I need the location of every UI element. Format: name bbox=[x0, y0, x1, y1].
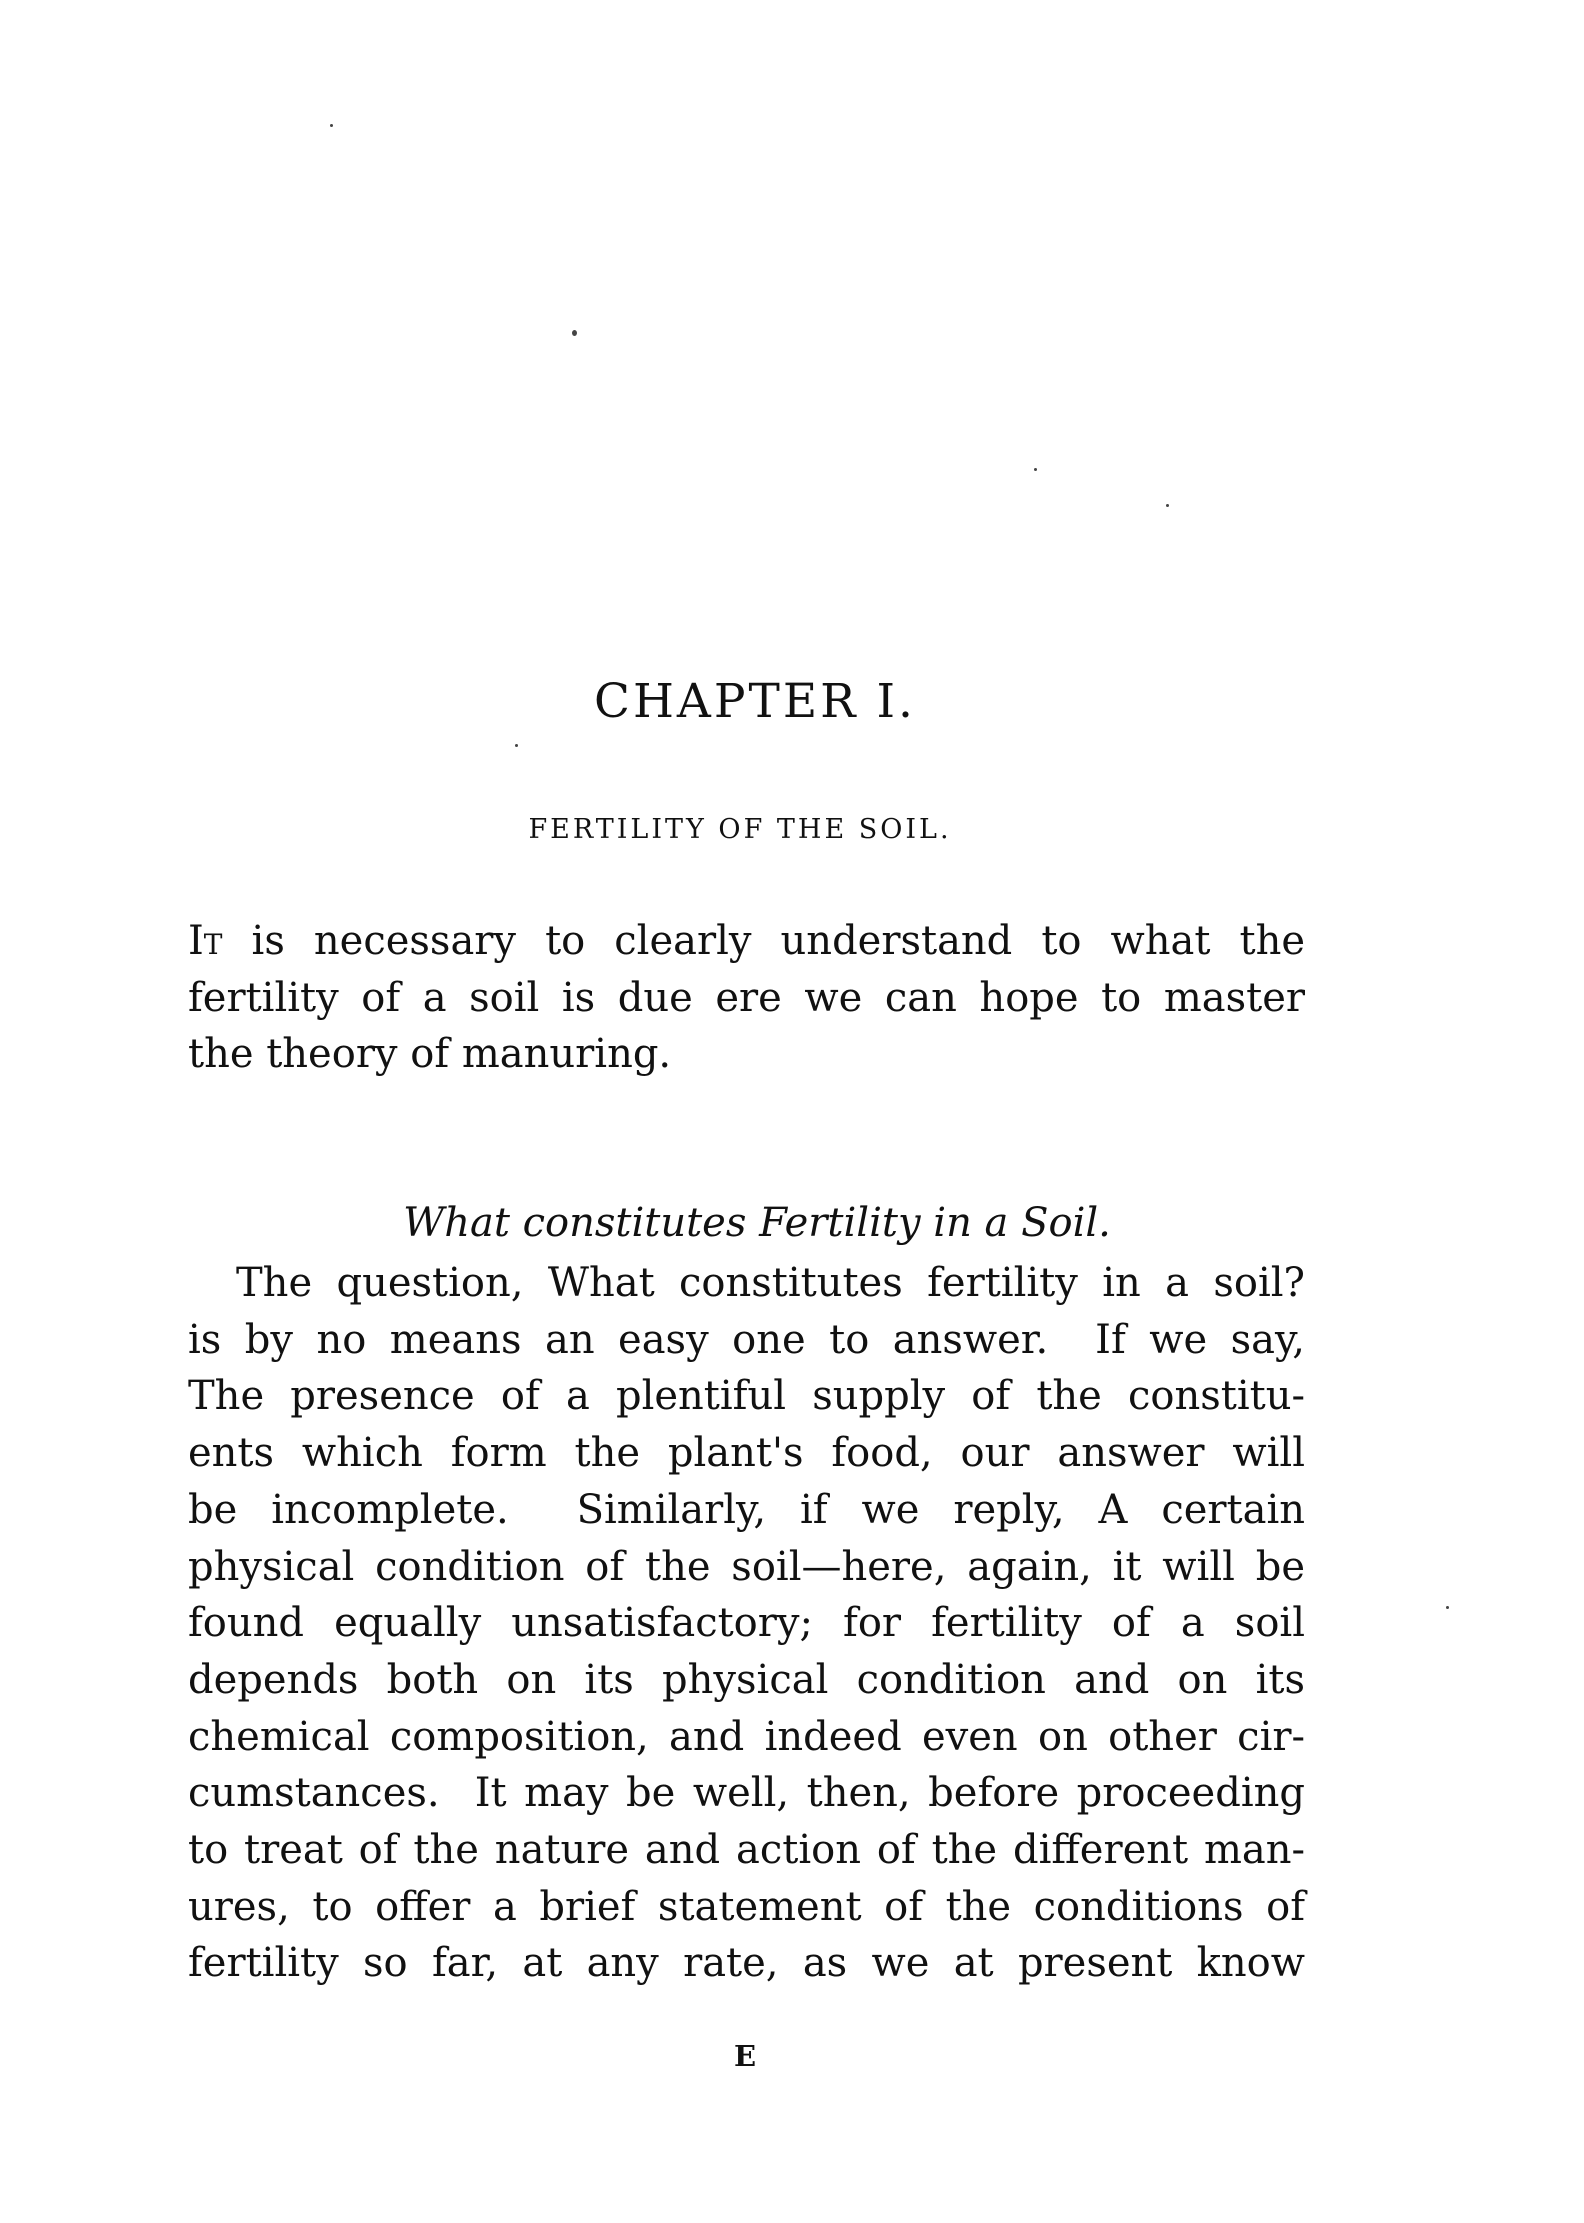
intro-paragraph bbox=[188, 913, 1305, 1083]
text-line: ures, to offer a brief statement of the conditions of bbox=[188, 1883, 1305, 1930]
print-speck bbox=[1446, 1606, 1449, 1609]
signature-mark: E bbox=[733, 2039, 757, 2073]
text-line: to treat of the nature and action of the different man- bbox=[188, 1827, 1305, 1874]
section-heading: What constitutes Fertility in a Soil. bbox=[403, 1200, 1111, 1246]
text-line: the theory of manuring. bbox=[188, 1031, 672, 1078]
print-speck bbox=[572, 330, 577, 336]
text-line: cumstances. It may be well, then, before proceeding bbox=[188, 1770, 1305, 1817]
text-line: depends both on its physical condition and on its bbox=[188, 1656, 1305, 1703]
chapter-heading: CHAPTER I. bbox=[593, 674, 916, 729]
print-speck bbox=[330, 124, 333, 127]
text-line: The presence of a plentiful supply of the constitu- bbox=[188, 1373, 1305, 1420]
text-line: fertility so far, at any rate, as we at present know bbox=[188, 1940, 1305, 1987]
text-line: be incomplete. Similarly, if we reply, A certain bbox=[188, 1486, 1305, 1533]
text-line: is by no means an easy one to answer. If we say, bbox=[188, 1316, 1305, 1363]
print-speck bbox=[1166, 504, 1169, 507]
text-line: ents which form the plant's food, our answer will bbox=[188, 1430, 1305, 1477]
text-line: It is necessary to clearly understand to what the bbox=[188, 918, 1305, 964]
chapter-subtitle: FERTILITY OF THE SOIL. bbox=[528, 814, 952, 845]
text-line: physical condition of the soil—here, again, it will be bbox=[188, 1543, 1305, 1590]
print-speck bbox=[515, 744, 518, 747]
drop-word: It bbox=[188, 918, 223, 964]
text-line: The question, What constitutes fertility in a soil? bbox=[236, 1260, 1305, 1306]
body-paragraph bbox=[188, 1198, 1305, 1992]
print-speck bbox=[1034, 468, 1037, 471]
text-line: fertility of a soil is due ere we can hope to master bbox=[188, 974, 1305, 1021]
text-line: found equally unsatisfactory; for fertility of a soil bbox=[188, 1600, 1305, 1647]
text-line: chemical composition, and indeed even on other cir- bbox=[188, 1713, 1305, 1760]
